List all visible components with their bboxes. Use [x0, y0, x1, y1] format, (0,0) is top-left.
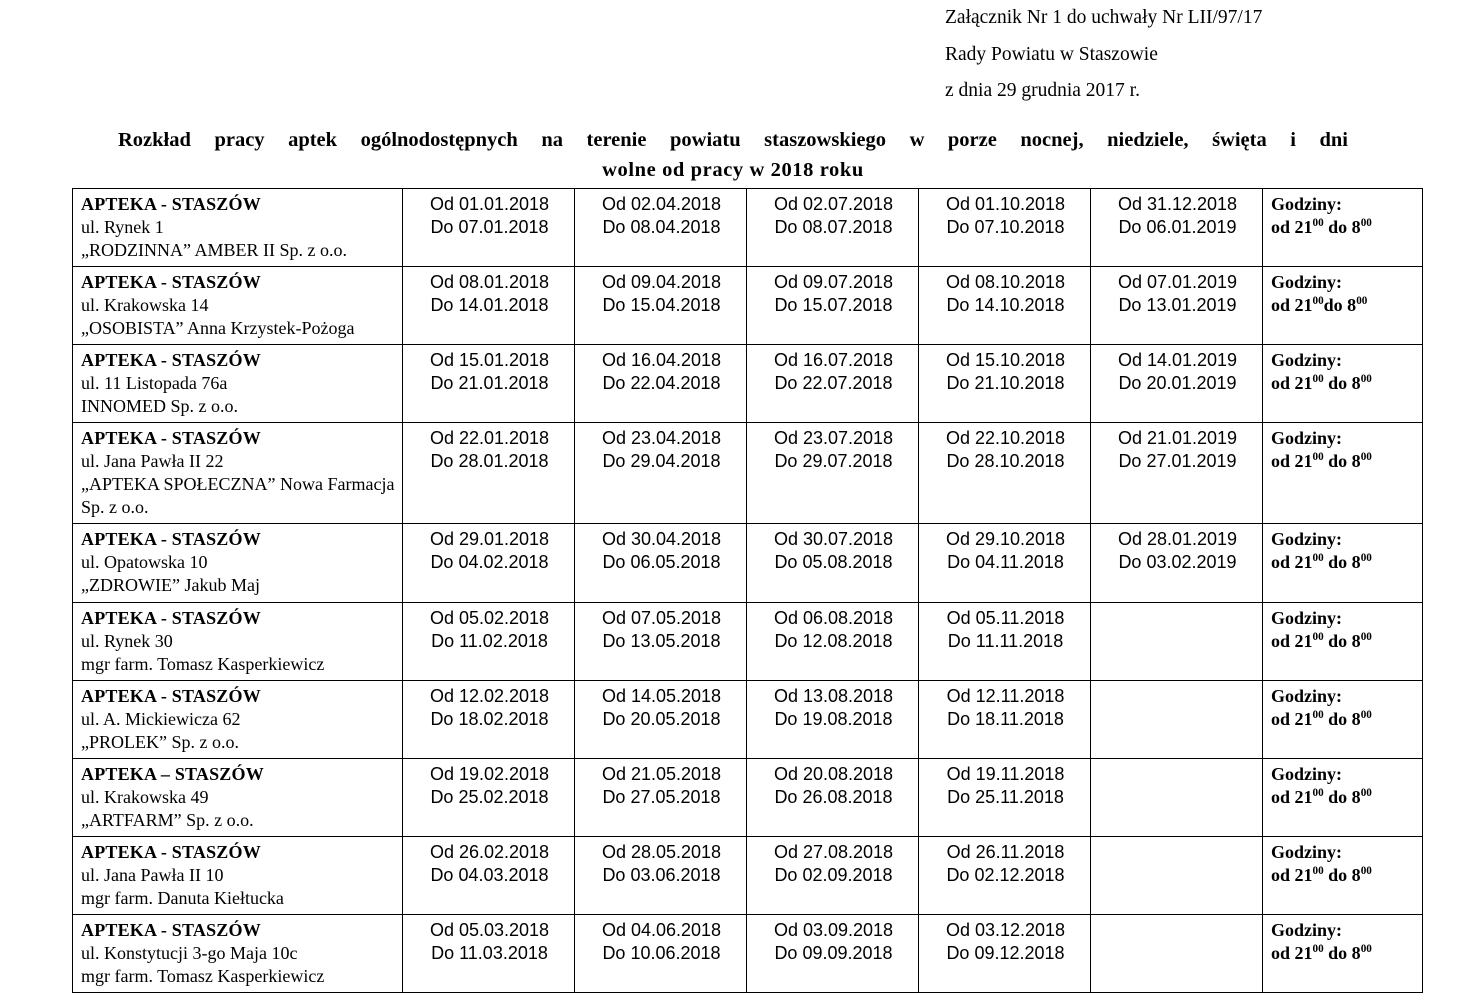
duty-period-from: Od 02.04.2018	[601, 194, 722, 214]
duty-period-cell	[1091, 524, 1263, 602]
opening-hours-end-minutes: 00	[1360, 451, 1372, 464]
duty-period-from: Od 01.10.2018	[945, 194, 1066, 214]
pharmacy-schedule-table	[72, 188, 1423, 993]
duty-period-to: Do 21.10.2018	[946, 373, 1065, 394]
duty-period-from: Od 15.01.2018	[429, 350, 550, 371]
duty-period-to: Do 27.01.2019	[1118, 451, 1237, 472]
duty-period-to: Do 05.08.2018	[774, 552, 893, 573]
duty-period-to: Do 06.01.2019	[1118, 217, 1237, 238]
duty-period-from: Od 02.07.2018	[773, 194, 894, 214]
duty-period-from: Od 05.11.2018	[946, 607, 1065, 628]
opening-hours-end-minutes: 00	[1360, 708, 1372, 721]
pharmacy-cell	[73, 189, 403, 267]
pharmacy-owner: mgr farm. Tomasz Kasperkiewicz	[81, 653, 325, 674]
duty-period-to: Do 13.01.2019	[1118, 295, 1237, 316]
duty-period-to: Do 15.07.2018	[774, 295, 893, 316]
opening-hours-start-minutes: 00	[1312, 217, 1324, 230]
duty-period-cell	[1091, 423, 1263, 524]
duty-period-cell	[919, 345, 1091, 423]
duty-period-to: Do 08.04.2018	[602, 217, 721, 238]
duty-period-from: Od 16.04.2018	[601, 350, 722, 371]
duty-period-cell	[919, 423, 1091, 524]
duty-period-from: Od 08.10.2018	[945, 272, 1066, 293]
duty-period-from: Od 26.02.2018	[429, 841, 550, 862]
opening-hours-value	[1271, 372, 1416, 395]
pharmacy-owner: INNOMED Sp. z o.o.	[81, 396, 238, 417]
duty-period-to: Do 08.07.2018	[774, 217, 893, 238]
opening-hours-value	[1271, 294, 1416, 317]
pharmacy-owner: mgr farm. Tomasz Kasperkiewicz	[81, 965, 325, 986]
duty-period-cell	[1091, 914, 1263, 992]
opening-hours-label: Godziny:	[1271, 841, 1343, 862]
duty-period-from: Od 09.04.2018	[601, 272, 722, 293]
duty-period-cell	[747, 914, 919, 992]
opening-hours-start: od 21	[1271, 864, 1313, 885]
duty-period-cell	[747, 345, 919, 423]
duty-period-from: Od 04.06.2018	[601, 919, 722, 940]
pharmacy-name: APTEKA - STASZÓW	[81, 350, 261, 371]
opening-hours-start-minutes: 00	[1312, 708, 1324, 721]
pharmacy-cell	[73, 267, 403, 345]
duty-period-from: Od 30.07.2018	[773, 529, 894, 550]
opening-hours-value	[1271, 786, 1416, 809]
header-line-council: Rady Powiatu w Staszowie	[945, 43, 1158, 65]
opening-hours-cell	[1263, 267, 1423, 345]
pharmacy-cell	[73, 758, 403, 836]
opening-hours-end-minutes: 00	[1360, 217, 1372, 230]
opening-hours-label: Godziny:	[1271, 272, 1343, 293]
table-row	[73, 914, 1423, 992]
opening-hours-start: od 21	[1271, 942, 1313, 963]
opening-hours-end-minutes: 00	[1360, 373, 1372, 386]
pharmacy-cell	[73, 602, 403, 680]
duty-period-to: Do 04.03.2018	[430, 864, 549, 885]
duty-period-cell	[919, 267, 1091, 345]
pharmacy-name: APTEKA - STASZÓW	[81, 194, 261, 214]
duty-period-cell	[1091, 680, 1263, 758]
duty-period-from: Od 29.01.2018	[429, 529, 550, 550]
duty-period-cell	[747, 524, 919, 602]
opening-hours-end-minutes: 00	[1360, 552, 1372, 565]
opening-hours-start: od 21	[1271, 373, 1313, 394]
duty-period-from: Od 03.09.2018	[773, 919, 894, 940]
duty-period-to: Do 18.11.2018	[947, 708, 1064, 729]
opening-hours-value	[1271, 864, 1416, 887]
opening-hours-label: Godziny:	[1271, 428, 1343, 449]
opening-hours-start-minutes: 00	[1312, 552, 1324, 565]
pharmacy-name: APTEKA - STASZÓW	[81, 919, 261, 940]
duty-period-from: Od 29.10.2018	[945, 529, 1066, 550]
table-row	[73, 267, 1423, 345]
opening-hours-end: do 8	[1323, 451, 1361, 472]
duty-period-to: Do 07.01.2018	[430, 217, 549, 238]
duty-period-to: Do 02.09.2018	[774, 864, 893, 885]
duty-period-to: Do 04.02.2018	[430, 552, 549, 573]
duty-period-to: Do 22.04.2018	[602, 373, 721, 394]
duty-period-to: Do 22.07.2018	[774, 373, 893, 394]
duty-period-cell	[403, 345, 575, 423]
page-title-line-2: wolne od pracy w 2018 roku	[602, 159, 864, 182]
duty-period-to: Do 02.12.2018	[946, 864, 1065, 885]
header-line-date: z dnia 29 grudnia 2017 r.	[945, 80, 1140, 101]
duty-period-from: Od 22.10.2018	[945, 428, 1066, 449]
pharmacy-owner: mgr farm. Danuta Kiełtucka	[81, 887, 284, 908]
duty-period-cell	[919, 914, 1091, 992]
pharmacy-address: ul. Krakowska 14	[81, 295, 209, 316]
pharmacy-name: APTEKA - STASZÓW	[81, 428, 261, 449]
opening-hours-end: do 8	[1323, 708, 1361, 729]
duty-period-cell	[575, 524, 747, 602]
table-row	[73, 189, 1423, 267]
pharmacy-name: APTEKA - STASZÓW	[81, 272, 261, 293]
opening-hours-end: do 8	[1323, 295, 1357, 316]
duty-period-to: Do 07.10.2018	[946, 217, 1065, 238]
duty-period-cell	[575, 836, 747, 914]
duty-period-cell	[747, 267, 919, 345]
duty-period-to: Do 29.07.2018	[774, 451, 893, 472]
duty-period-cell	[919, 758, 1091, 836]
duty-period-cell	[403, 524, 575, 602]
duty-period-to: Do 03.06.2018	[602, 864, 721, 885]
pharmacy-address: ul. Konstytucji 3-go Maja 10c	[81, 942, 298, 963]
duty-period-from: Od 14.05.2018	[601, 685, 722, 706]
duty-period-to: Do 14.01.2018	[430, 295, 549, 316]
duty-period-from: Od 13.08.2018	[773, 685, 894, 706]
duty-period-cell	[403, 836, 575, 914]
opening-hours-value	[1271, 708, 1416, 731]
opening-hours-value	[1271, 450, 1416, 473]
opening-hours-end: do 8	[1323, 864, 1361, 885]
opening-hours-cell	[1263, 345, 1423, 423]
duty-period-cell	[747, 602, 919, 680]
duty-period-from: Od 22.01.2018	[429, 428, 550, 449]
duty-period-to: Do 18.02.2018	[430, 708, 549, 729]
duty-period-to: Do 20.05.2018	[602, 708, 721, 729]
duty-period-to: Do 09.12.2018	[946, 942, 1065, 963]
opening-hours-start-minutes: 00	[1312, 451, 1324, 464]
opening-hours-cell	[1263, 423, 1423, 524]
opening-hours-label: Godziny:	[1271, 194, 1343, 214]
duty-period-cell	[1091, 189, 1263, 267]
opening-hours-start: od 21	[1271, 786, 1313, 807]
duty-period-cell	[1091, 758, 1263, 836]
duty-period-cell	[747, 758, 919, 836]
duty-period-to: Do 14.10.2018	[946, 295, 1065, 316]
duty-period-to: Do 15.04.2018	[602, 295, 721, 316]
duty-period-cell	[403, 758, 575, 836]
opening-hours-start-minutes: 00	[1312, 864, 1324, 877]
pharmacy-address: ul. Krakowska 49	[81, 786, 209, 807]
duty-period-to: Do 25.02.2018	[430, 786, 549, 807]
duty-period-from: Od 23.07.2018	[773, 428, 894, 449]
duty-period-to: Do 12.08.2018	[774, 630, 893, 651]
opening-hours-start: od 21	[1271, 708, 1313, 729]
duty-period-from: Od 03.12.2018	[945, 919, 1066, 940]
duty-period-to: Do 11.03.2018	[431, 942, 548, 963]
pharmacy-address: ul. Rynek 30	[81, 630, 173, 651]
duty-period-cell	[403, 914, 575, 992]
opening-hours-end-minutes: 00	[1360, 942, 1372, 955]
duty-period-to: Do 27.05.2018	[602, 786, 721, 807]
duty-period-cell	[747, 680, 919, 758]
duty-period-to: Do 20.01.2019	[1118, 373, 1237, 394]
table-row	[73, 758, 1423, 836]
duty-period-from: Od 15.10.2018	[945, 350, 1066, 371]
duty-period-cell	[575, 345, 747, 423]
opening-hours-start-minutes: 00	[1312, 295, 1324, 308]
duty-period-from: Od 31.12.2018	[1117, 194, 1238, 214]
duty-period-cell	[747, 189, 919, 267]
duty-period-cell	[1091, 267, 1263, 345]
duty-period-cell	[403, 602, 575, 680]
opening-hours-end: do 8	[1323, 942, 1361, 963]
opening-hours-end: do 8	[1323, 217, 1361, 238]
opening-hours-cell	[1263, 680, 1423, 758]
pharmacy-address: ul. Opatowska 10	[81, 552, 208, 573]
header-line-attachment: Załącznik Nr 1 do uchwały Nr LII/97/17	[945, 7, 1263, 28]
duty-period-cell	[575, 602, 747, 680]
opening-hours-end: do 8	[1323, 786, 1361, 807]
duty-period-from: Od 08.01.2018	[429, 272, 550, 293]
duty-period-from: Od 19.11.2018	[946, 763, 1065, 784]
duty-period-to: Do 06.05.2018	[602, 552, 721, 573]
opening-hours-end: do 8	[1323, 630, 1361, 651]
opening-hours-label: Godziny:	[1271, 763, 1343, 784]
duty-period-from: Od 14.01.2019	[1117, 350, 1238, 371]
opening-hours-label: Godziny:	[1271, 350, 1343, 371]
duty-period-to: Do 11.11.2018	[947, 630, 1064, 651]
duty-period-to: Do 10.06.2018	[602, 942, 721, 963]
table-row	[73, 524, 1423, 602]
opening-hours-label: Godziny:	[1271, 685, 1343, 706]
duty-period-to: Do 25.11.2018	[947, 786, 1064, 807]
duty-period-to: Do 21.01.2018	[430, 373, 549, 394]
opening-hours-cell	[1263, 914, 1423, 992]
pharmacy-address: ul. Jana Pawła II 22	[81, 451, 224, 472]
page-title-line-1: Rozkład pracy aptek ogólnodostępnych na terenie powiatu staszowskiego w porze nocnej, niedziele, święta i dni	[118, 128, 1348, 151]
duty-period-cell	[919, 524, 1091, 602]
resolution-reference-header	[945, 8, 1465, 118]
opening-hours-start: od 21	[1271, 217, 1313, 238]
duty-period-cell	[575, 189, 747, 267]
opening-hours-label: Godziny:	[1271, 529, 1343, 550]
duty-period-from: Od 12.11.2018	[946, 685, 1065, 706]
duty-period-cell	[575, 680, 747, 758]
duty-period-to: Do 03.02.2019	[1118, 552, 1237, 573]
opening-hours-cell	[1263, 602, 1423, 680]
duty-period-from: Od 28.05.2018	[601, 841, 722, 862]
duty-period-from: Od 21.01.2019	[1117, 428, 1238, 449]
duty-period-from: Od 06.08.2018	[773, 607, 894, 628]
duty-period-from: Od 28.01.2019	[1117, 529, 1238, 550]
opening-hours-cell	[1263, 836, 1423, 914]
duty-period-to: Do 04.11.2018	[947, 552, 1064, 573]
opening-hours-label: Godziny:	[1271, 607, 1343, 628]
opening-hours-cell	[1263, 524, 1423, 602]
table-row	[73, 602, 1423, 680]
pharmacy-schedule-body	[73, 189, 1423, 993]
opening-hours-start-minutes: 00	[1312, 942, 1324, 955]
pharmacy-name: APTEKA - STASZÓW	[81, 607, 261, 628]
pharmacy-owner: „ZDROWIE” Jakub Maj	[81, 575, 260, 596]
duty-period-cell	[747, 423, 919, 524]
duty-period-cell	[1091, 602, 1263, 680]
pharmacy-address: ul. Jana Pawła II 10	[81, 864, 224, 885]
pharmacy-address: ul. 11 Listopada 76a	[81, 373, 228, 394]
pharmacy-name: APTEKA - STASZÓW	[81, 685, 261, 706]
opening-hours-start-minutes: 00	[1312, 786, 1324, 799]
pharmacy-cell	[73, 836, 403, 914]
pharmacy-owner: „RODZINNA” AMBER II Sp. z o.o.	[81, 240, 347, 261]
duty-period-from: Od 07.01.2019	[1117, 272, 1238, 293]
opening-hours-value	[1271, 216, 1416, 239]
pharmacy-cell	[73, 524, 403, 602]
duty-period-to: Do 29.04.2018	[602, 451, 721, 472]
opening-hours-end: do 8	[1323, 373, 1361, 394]
duty-period-from: Od 30.04.2018	[601, 529, 722, 550]
duty-period-from: Od 12.02.2018	[429, 685, 550, 706]
duty-period-from: Od 19.02.2018	[429, 763, 550, 784]
opening-hours-start: od 21	[1271, 295, 1313, 316]
pharmacy-cell	[73, 345, 403, 423]
pharmacy-name: APTEKA – STASZÓW	[81, 763, 264, 784]
opening-hours-start: od 21	[1271, 630, 1313, 651]
duty-period-cell	[1091, 345, 1263, 423]
opening-hours-cell	[1263, 189, 1423, 267]
duty-period-cell	[747, 836, 919, 914]
duty-period-cell	[403, 423, 575, 524]
pharmacy-address: ul. Rynek 1	[81, 217, 164, 238]
opening-hours-end-minutes: 00	[1360, 630, 1372, 643]
duty-period-cell	[575, 423, 747, 524]
opening-hours-end: do 8	[1323, 552, 1361, 573]
duty-period-to: Do 11.02.2018	[431, 630, 548, 651]
duty-period-from: Od 05.02.2018	[429, 607, 550, 628]
opening-hours-start: od 21	[1271, 552, 1313, 573]
table-row	[73, 345, 1423, 423]
duty-period-to: Do 09.09.2018	[774, 942, 893, 963]
duty-period-from: Od 16.07.2018	[773, 350, 894, 371]
duty-period-cell	[919, 836, 1091, 914]
opening-hours-label: Godziny:	[1271, 919, 1343, 940]
table-row	[73, 836, 1423, 914]
duty-period-cell	[1091, 836, 1263, 914]
duty-period-to: Do 28.10.2018	[946, 451, 1065, 472]
duty-period-cell	[403, 267, 575, 345]
pharmacy-owner: „APTEKA SPOŁECZNA” Nowa Farmacja Sp. z o.o.	[81, 474, 395, 518]
duty-period-to: Do 28.01.2018	[430, 451, 549, 472]
duty-period-cell	[919, 602, 1091, 680]
duty-period-from: Od 07.05.2018	[601, 607, 722, 628]
pharmacy-owner: „PROLEK” Sp. z o.o.	[81, 731, 239, 752]
page-title	[118, 126, 1348, 186]
pharmacy-cell	[73, 423, 403, 524]
pharmacy-cell	[73, 680, 403, 758]
duty-period-from: Od 27.08.2018	[773, 841, 894, 862]
pharmacy-owner: „OSOBISTA” Anna Krzystek-Pożoga	[81, 318, 355, 339]
opening-hours-start: od 21	[1271, 451, 1313, 472]
pharmacy-owner: „ARTFARM” Sp. z o.o.	[81, 809, 254, 830]
opening-hours-cell	[1263, 758, 1423, 836]
duty-period-cell	[575, 758, 747, 836]
duty-period-from: Od 01.01.2018	[429, 194, 550, 214]
duty-period-to: Do 26.08.2018	[774, 786, 893, 807]
duty-period-cell	[919, 680, 1091, 758]
opening-hours-end-minutes: 00	[1356, 295, 1368, 308]
pharmacy-cell	[73, 914, 403, 992]
opening-hours-value	[1271, 551, 1416, 574]
duty-period-from: Od 21.05.2018	[601, 763, 722, 784]
duty-period-from: Od 26.11.2018	[946, 841, 1065, 862]
duty-period-cell	[575, 914, 747, 992]
duty-period-to: Do 13.05.2018	[602, 630, 721, 651]
duty-period-cell	[403, 680, 575, 758]
table-row	[73, 423, 1423, 524]
duty-period-from: Od 09.07.2018	[773, 272, 894, 293]
opening-hours-value	[1271, 630, 1416, 653]
duty-period-to: Do 19.08.2018	[774, 708, 893, 729]
opening-hours-start-minutes: 00	[1312, 373, 1324, 386]
opening-hours-value	[1271, 942, 1416, 965]
pharmacy-address: ul. A. Mickiewicza 62	[81, 708, 241, 729]
duty-period-from: Od 05.03.2018	[429, 919, 550, 940]
pharmacy-schedule-container	[72, 188, 1408, 993]
opening-hours-start-minutes: 00	[1312, 630, 1324, 643]
opening-hours-end-minutes: 00	[1360, 786, 1372, 799]
pharmacy-name: APTEKA - STASZÓW	[81, 529, 261, 550]
pharmacy-name: APTEKA - STASZÓW	[81, 841, 261, 862]
duty-period-cell	[919, 189, 1091, 267]
table-row	[73, 680, 1423, 758]
opening-hours-end-minutes: 00	[1360, 864, 1372, 877]
duty-period-cell	[575, 267, 747, 345]
duty-period-from: Od 20.08.2018	[773, 763, 894, 784]
duty-period-cell	[403, 189, 575, 267]
duty-period-from: Od 23.04.2018	[601, 428, 722, 449]
